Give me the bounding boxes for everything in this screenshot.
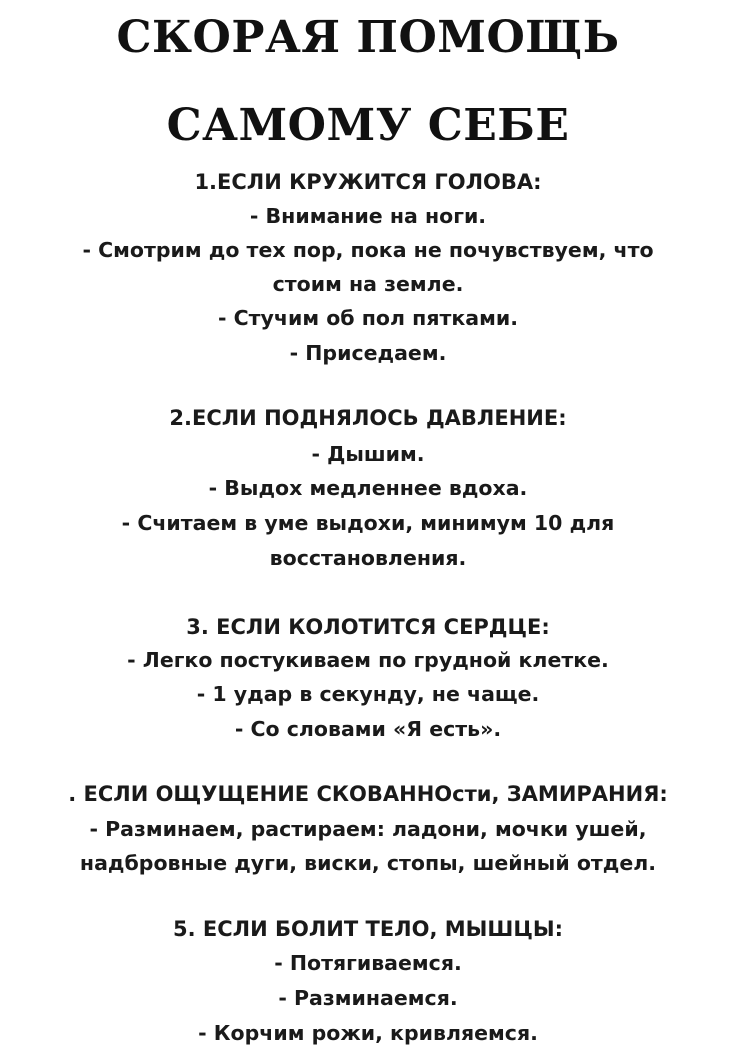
section-2-item-4: восстановления. [269, 546, 467, 570]
section-1-item-2: - Смотрим до тех пор, пока не почувствуем, что [82, 238, 654, 262]
section-4-heading: . ЕСЛИ ОЩУЩЕНИЕ СКОВАННОсти, ЗАМИРАНИЯ: [68, 782, 668, 806]
section-1-item-3: стоим на земле. [272, 272, 464, 296]
section-2-item-2: - Выдох медленнее вдоха. [208, 476, 528, 500]
section-4-item-2: надбровные дуги, виски, стопы, шейный отдел. [79, 851, 657, 875]
title-line-2: САМОМУ СЕБЕ [166, 100, 570, 151]
section-3-heading: 3. ЕСЛИ КОЛОТИТСЯ СЕРДЦЕ: [186, 615, 550, 639]
section-2-item-3: - Считаем в уме выдохи, минимум 10 для [121, 511, 615, 535]
section-2-item-1: - Дышим. [311, 442, 425, 466]
section-1-item-5: - Приседаем. [289, 341, 447, 365]
section-5-heading: 5. ЕСЛИ БОЛИТ ТЕЛО, МЫШЦЫ: [173, 917, 563, 941]
section-3-item-2: - 1 удар в секунду, не чаще. [196, 682, 540, 706]
section-5-item-1: - Потягиваемся. [274, 951, 462, 975]
section-2-heading: 2.ЕСЛИ ПОДНЯЛОСЬ ДАВЛЕНИЕ: [169, 406, 567, 430]
section-5-item-2: - Разминаемся. [278, 986, 458, 1010]
section-1-item-4: - Стучим об пол пятками. [217, 306, 519, 330]
section-4-item-1: - Разминаем, растираем: ладони, мочки ушей, [89, 817, 647, 841]
title-line-1: СКОРАЯ ПОМОЩЬ [116, 12, 620, 63]
section-1-item-1: - Внимание на ноги. [249, 204, 487, 228]
section-3-item-3: - Со словами «Я есть». [234, 717, 502, 741]
section-1-heading: 1.ЕСЛИ КРУЖИТСЯ ГОЛОВА: [194, 170, 542, 194]
section-3-item-1: - Легко постукиваем по грудной клетке. [127, 648, 609, 672]
section-5-item-3: - Корчим рожи, кривляемся. [198, 1021, 538, 1045]
